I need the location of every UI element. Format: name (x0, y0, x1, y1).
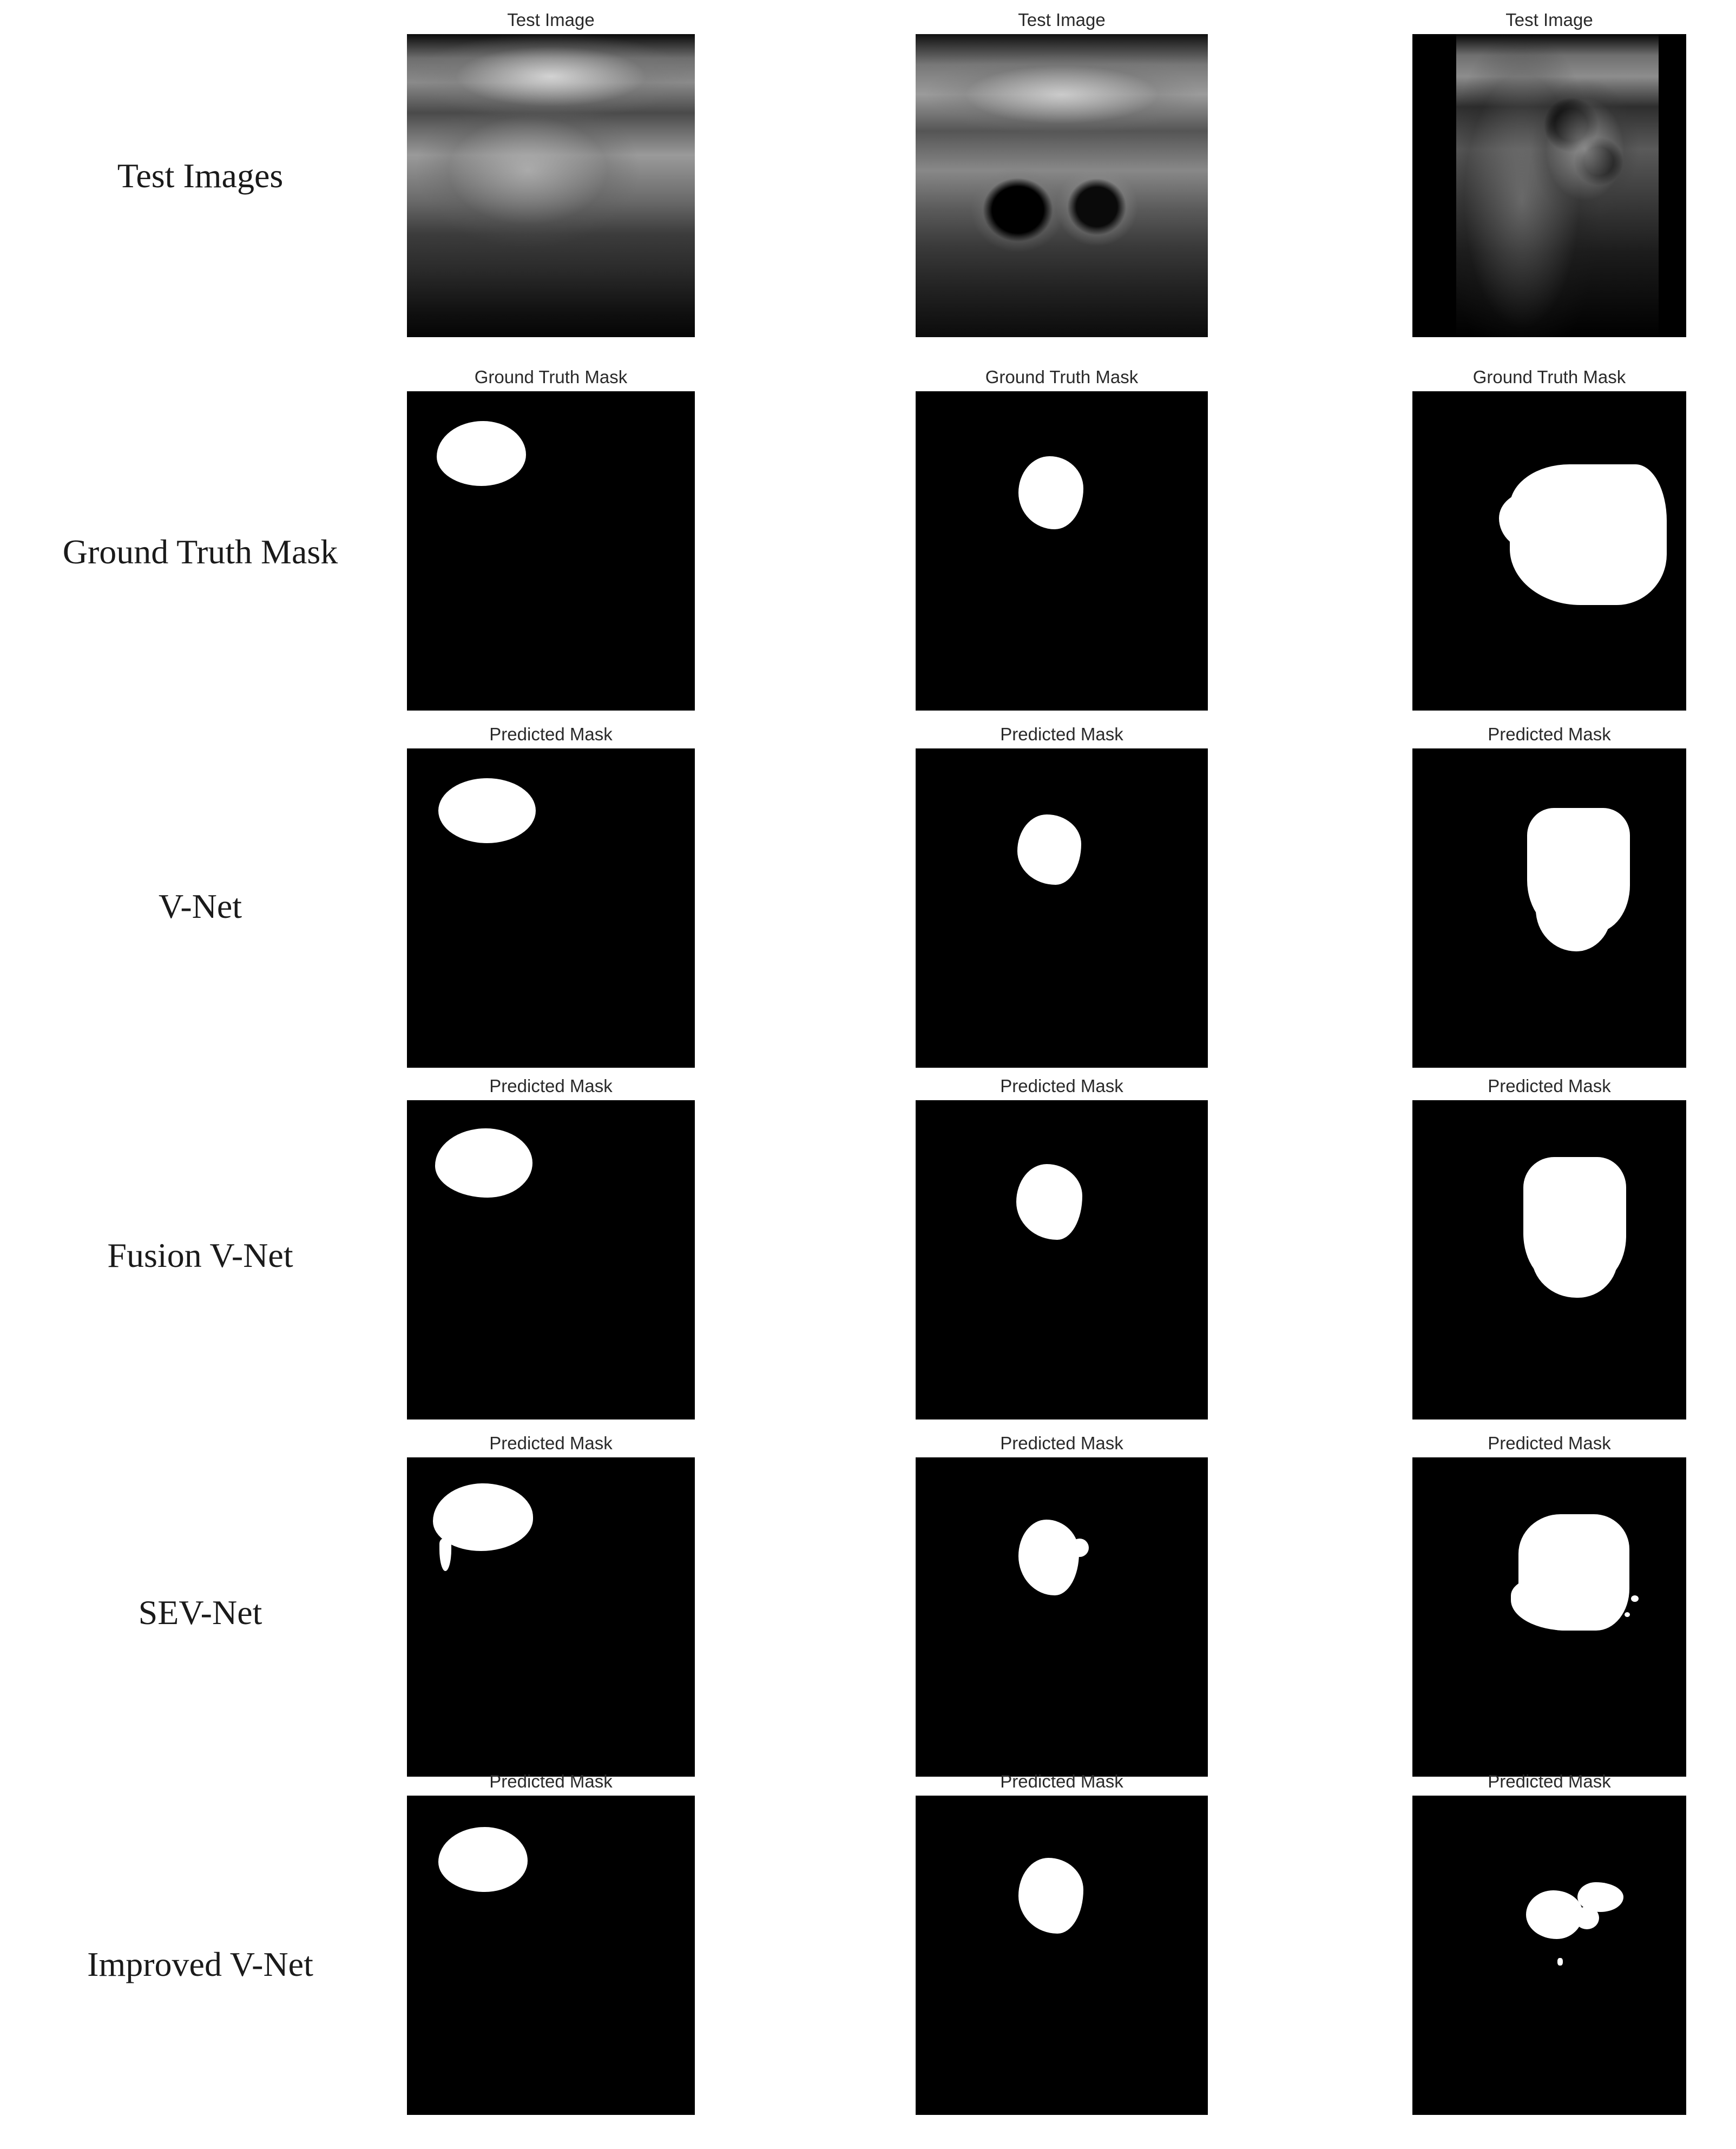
panel-improved-vnet-col3 (1412, 1772, 1686, 2115)
mask-blob-bump (1070, 1539, 1089, 1557)
panel-title: Predicted Mask (1000, 724, 1123, 744)
mask-speckle (1557, 1958, 1563, 1966)
image-dark-margin (1659, 34, 1686, 337)
mask-blob (435, 1128, 532, 1198)
row-label-improved-v-net: Improved V-Net (87, 1945, 313, 1983)
mask-blob (1526, 1890, 1583, 1939)
mask-image (916, 391, 1208, 711)
panel-sev-net-col3 (1412, 1434, 1686, 1777)
panel-title: Predicted Mask (1488, 724, 1611, 744)
panel-ground-truth-col3 (1412, 368, 1686, 711)
panel-test-image-col2 (916, 11, 1208, 337)
image-dark-margin (1412, 34, 1456, 337)
panel-title: Predicted Mask (1488, 1433, 1611, 1453)
panel-vnet-col1 (407, 725, 695, 1068)
mask-blob (1017, 814, 1081, 885)
mask-blob-extension (1531, 1217, 1618, 1298)
mask-image (407, 391, 695, 711)
mask-image (1412, 1796, 1686, 2115)
panel-title: Test Image (507, 10, 595, 30)
panel-sev-net-col1 (407, 1434, 695, 1777)
mask-blob (1018, 456, 1083, 529)
row-label-ground-truth-mask: Ground Truth Mask (62, 533, 338, 571)
panel-title: Predicted Mask (1000, 1771, 1123, 1791)
mask-blob (438, 778, 536, 843)
mask-image (1412, 391, 1686, 711)
panel-fusion-vnet-col3 (1412, 1077, 1686, 1419)
mask-blob-extension (1536, 873, 1612, 951)
mask-blob-tail (439, 1539, 451, 1571)
panel-title: Predicted Mask (1000, 1433, 1123, 1453)
row-label-sev-net: SEV-Net (138, 1593, 262, 1632)
mask-blob (1018, 1858, 1083, 1934)
mask-blob (437, 421, 526, 486)
panel-title: Predicted Mask (1488, 1771, 1611, 1791)
panel-test-image-col3 (1412, 11, 1686, 337)
mask-blob (1018, 1520, 1079, 1595)
panel-improved-vnet-col2 (916, 1772, 1208, 2115)
mask-image (916, 748, 1208, 1068)
panel-vnet-col3 (1412, 725, 1686, 1068)
panel-ground-truth-col1 (407, 368, 695, 711)
panel-sev-net-col2 (916, 1434, 1208, 1777)
panel-title: Ground Truth Mask (985, 367, 1139, 387)
panel-improved-vnet-col1 (407, 1772, 695, 2115)
mask-image (916, 1100, 1208, 1419)
panel-title: Ground Truth Mask (1472, 367, 1626, 387)
mask-image (916, 1457, 1208, 1777)
ultrasound-image (407, 34, 695, 337)
panel-title: Predicted Mask (489, 1433, 613, 1453)
panel-vnet-col2 (916, 725, 1208, 1068)
panel-title: Predicted Mask (489, 1076, 613, 1096)
panel-title: Predicted Mask (489, 724, 613, 744)
mask-speckle (1625, 1612, 1630, 1617)
mask-image (407, 1457, 695, 1777)
mask-speckle (1631, 1595, 1639, 1602)
panel-title: Test Image (1018, 10, 1106, 30)
mask-image (916, 1796, 1208, 2115)
mask-image (1412, 748, 1686, 1068)
mask-image (407, 1100, 695, 1419)
mask-blob-extension (1511, 1574, 1608, 1631)
mask-image (1412, 1457, 1686, 1777)
ultrasound-image (1412, 34, 1686, 337)
ultrasound-image (916, 34, 1208, 337)
row-label-v-net: V-Net (158, 887, 242, 925)
mask-blob (438, 1827, 528, 1892)
mask-image (1412, 1100, 1686, 1419)
mask-blob (1016, 1164, 1082, 1240)
panel-fusion-vnet-col2 (916, 1077, 1208, 1419)
panel-title: Ground Truth Mask (474, 367, 628, 387)
panel-fusion-vnet-col1 (407, 1077, 695, 1419)
mask-image (407, 748, 695, 1068)
panel-ground-truth-col2 (916, 368, 1208, 711)
mask-image (407, 1796, 695, 2115)
row-label-fusion-v-net: Fusion V-Net (107, 1236, 293, 1274)
panel-title: Predicted Mask (1488, 1076, 1611, 1096)
panel-title: Test Image (1505, 10, 1593, 30)
panel-title: Predicted Mask (489, 1771, 613, 1791)
row-label-test-images: Test Images (117, 156, 284, 195)
mask-blob-fragment (1575, 1907, 1599, 1929)
mask-blob-extension (1499, 491, 1564, 551)
panel-test-image-col1 (407, 11, 695, 337)
panel-title: Predicted Mask (1000, 1076, 1123, 1096)
